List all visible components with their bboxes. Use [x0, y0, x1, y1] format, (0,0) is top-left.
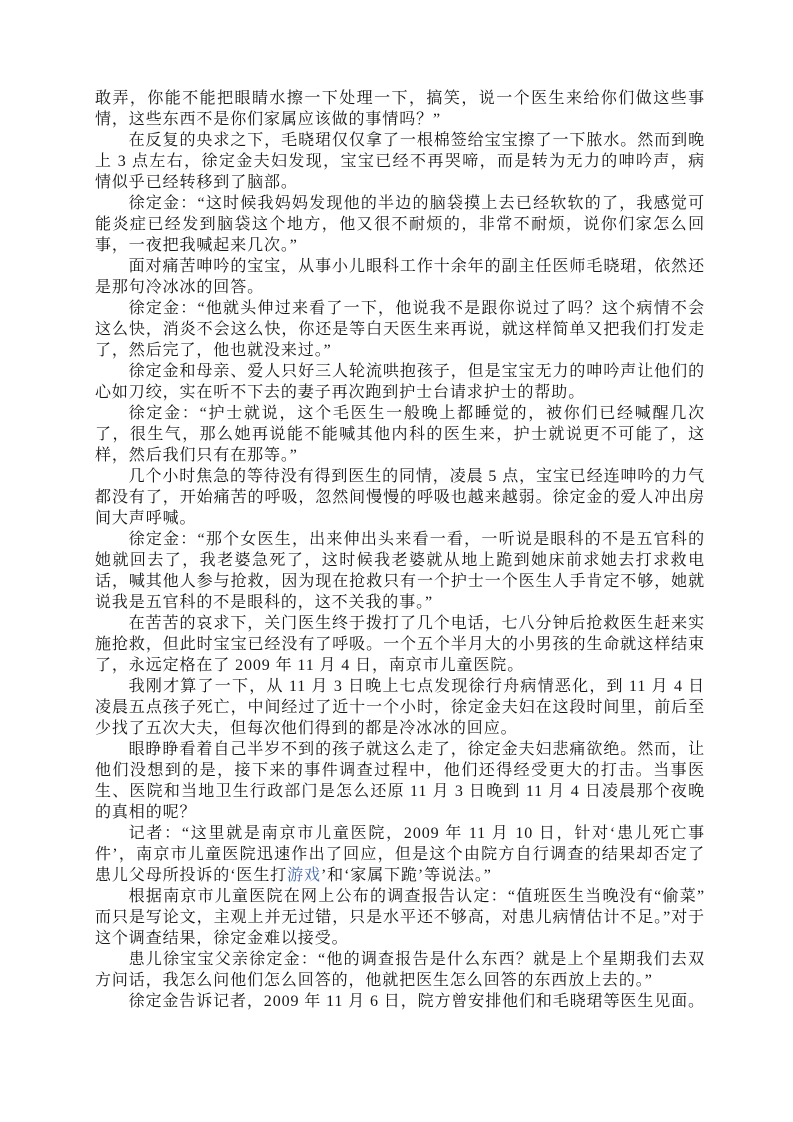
paragraph [95, 991, 705, 1012]
text-run: 徐定金告诉记者，2009 年 11 月 6 日，院方曾安排他们和毛晓珺等医生见面。 [128, 993, 705, 1010]
text-run: 眼睁睁看着自己半岁不到的孩子就这么走了，徐定金夫妇悲痛欲绝。然而，让他们没想到的是，接下来的事件调查过程中，他们还得经受更大的打击。当事医生、医院和当地卫生行政部门是怎么还原 11 月 3 日晚到 11 月 4 日凌晨那个夜晚的真相的呢？ [95, 741, 705, 821]
text-run: 在苦苦的哀求下，关门医生终于拨打了几个电话，七八分钟后抢救医生赶来实施抢救，但此时宝宝已经没有了呼吸。一个五个半月大的小男孩的生命就这样结束了，永远定格在了 2009 年 11 月 4 日，南京市儿童医院。 [95, 615, 705, 674]
text-run: 敢弄，你能不能把眼睛水擦一下处理一下，搞笑，说一个医生来给你们做这些事情，这些东西不是你们家属应该做的事情吗？” [95, 90, 705, 128]
paragraph [95, 676, 705, 739]
text-run: 我刚才算了一下，从 11 月 3 日晚上七点发现徐行舟病情恶化，到 11 月 4 日凌晨五点孩子死亡，中间经过了近十一个小时，徐定金夫妇在这段时间里，前后至少找了五次大夫，但每次他们得到的都是冷冰冰的回应。 [95, 678, 705, 737]
document-body [95, 88, 705, 1012]
paragraph [95, 823, 705, 886]
paragraph [95, 193, 705, 256]
text-run: 徐定金：“这时候我妈妈发现他的半边的脑袋摸上去已经软软的了，我感觉可能炎症已经发到脑袋这个地方，他又很不耐烦的，非常不耐烦，说你们家怎么回事，一夜把我喊起来几次。” [95, 195, 705, 254]
paragraph [95, 949, 705, 991]
paragraph [95, 130, 705, 193]
text-run: 记者：“这里就是南京市儿童医院，2009 年 11 月 10 日，针对‘患儿死亡事件’，南京市儿童医院迅速作出了回应，但是这个由院方自行调查的结果却否定了患儿父母所投诉的‘医生打 [95, 825, 705, 884]
paragraph [95, 613, 705, 676]
paragraph [95, 466, 705, 529]
text-run: 徐定金和母亲、爱人只好三人轮流哄抱孩子，但是宝宝无力的呻吟声让他们的心如刀绞，实在听不下去的妻子再次跑到护士台请求护士的帮助。 [95, 363, 705, 401]
text-run: 在反复的央求之下，毛晓珺仅仅拿了一根棉签给宝宝擦了一下脓水。然而到晚上 3 点左右，徐定金夫妇发现，宝宝已经不再哭啼，而是转为无力的呻吟声，病情似乎已经转移到了脑部。 [95, 132, 705, 191]
paragraph [95, 403, 705, 466]
paragraph [95, 256, 705, 298]
text-run: 面对痛苦呻吟的宝宝，从事小儿眼科工作十余年的副主任医师毛晓珺，依然还是那句冷冰冰的回答。 [95, 258, 705, 296]
text-run: 徐定金：“那个女医生，出来伸出头来看一看，一听说是眼科的不是五官科的她就回去了，我老婆急死了，这时候我老婆就从地上跪到她床前求她去打求救电话，喊其他人参与抢救，因为现在抢救只有一个护士一个医生人手肯定不够，她就说我是五官科的不是眼科的，这不关我的事。” [95, 531, 705, 611]
paragraph [95, 886, 705, 949]
text-run: ’和‘家属下跪’等说法。” [320, 867, 492, 884]
text-run: 几个小时焦急的等待没有得到医生的同情，凌晨 5 点，宝宝已经连呻吟的力气都没有了，开始痛苦的呼吸，忽然间慢慢的呼吸也越来越弱。徐定金的爱人冲出房间大声呼喊。 [95, 468, 705, 527]
paragraph [95, 298, 705, 361]
text-run: 根据南京市儿童医院在网上公布的调查报告认定：“值班医生当晚没有“偷菜”而只是写论文，主观上并无过错，只是水平还不够高，对患儿病情估计不足。”对于这个调查结果，徐定金难以接受。 [95, 888, 705, 947]
game-hyperlink[interactable]: 游戏 [287, 867, 321, 884]
paragraph [95, 88, 705, 130]
text-run: 患儿徐宝宝父亲徐定金：“他的调查报告是什么东西？就是上个星期我们去双方问话，我怎么问他们怎么回答的，他就把医生怎么回答的东西放上去的。” [95, 951, 705, 989]
paragraph [95, 361, 705, 403]
text-run: 徐定金：“护士就说，这个毛医生一般晚上都睡觉的，被你们已经喊醒几次了，很生气，那么她再说能不能喊其他内科的医生来，护士就说更不可能了，这样，然后我们只有在那等。” [95, 405, 705, 464]
text-run: 徐定金：“他就头伸过来看了一下，他说我不是跟你说过了吗？这个病情不会这么快，消炎不会这么快，你还是等白天医生来再说，就这样简单又把我们打发走了，然后完了，他也就没来过。” [95, 300, 705, 359]
paragraph [95, 529, 705, 613]
paragraph [95, 739, 705, 823]
